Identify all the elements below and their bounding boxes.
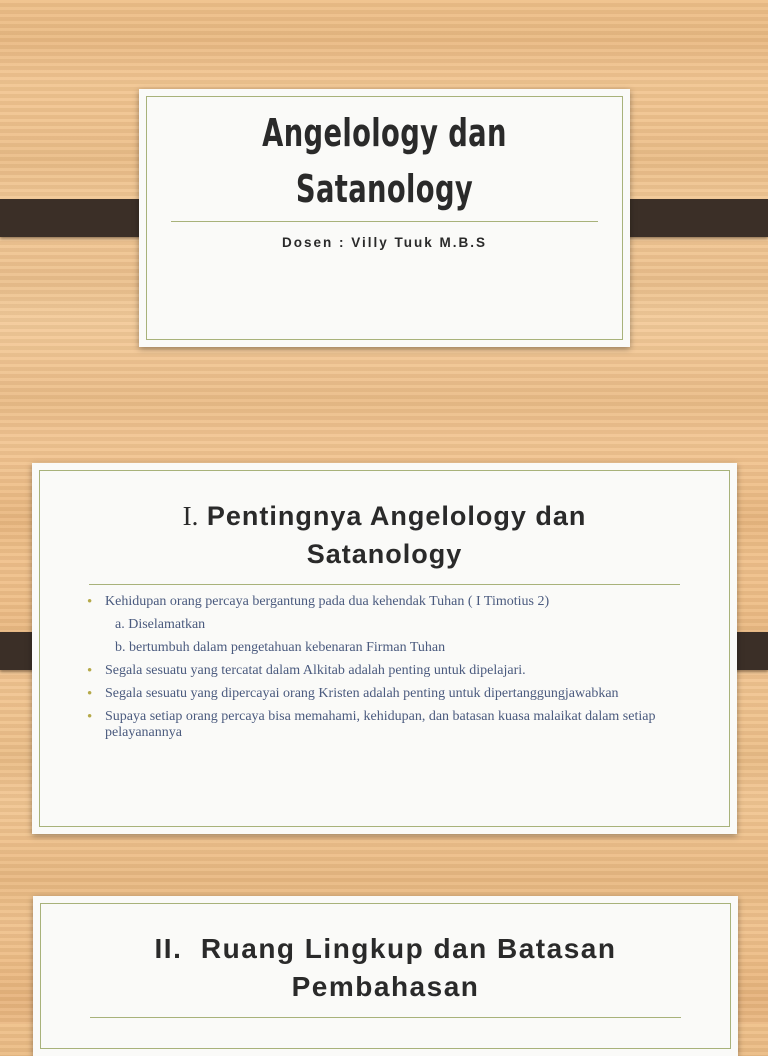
bullet-icon: •	[87, 686, 93, 702]
strap-right-1	[613, 199, 768, 237]
list-item-text: Supaya setiap orang percaya bisa memahami, kehidupan, dan batasan kuasa malaikat dalam setiap pelayanannya	[105, 709, 656, 740]
bullet-list	[87, 594, 687, 748]
list-item-text: b. bertumbuh dalam pengetahuan kebenaran Firman Tuhan	[115, 640, 446, 655]
content-slide-1[interactable]	[32, 463, 737, 834]
heading-divider	[90, 1017, 681, 1018]
list-item-sub	[87, 640, 687, 656]
content-slide-2[interactable]	[33, 896, 738, 1056]
list-item-text: Segala sesuatu yang dipercayai orang Kristen adalah penting untuk dipertanggungjawabkan	[105, 686, 619, 701]
heading-number: I.	[182, 501, 199, 531]
heading-line-1: Pentingnya Angelology dan	[206, 501, 587, 531]
bullet-icon: •	[87, 663, 93, 679]
slide-subtitle: Dosen : Villy Tuuk M.B.S	[281, 235, 488, 250]
heading-line-1: II. Ruang Lingkup dan Batasan	[154, 933, 617, 964]
slide-heading	[32, 497, 737, 573]
strap-left-1	[0, 199, 155, 237]
slide-title	[208, 105, 562, 217]
slide-heading	[33, 930, 738, 1006]
heading-line-2: Satanology	[306, 539, 463, 569]
bullet-icon: •	[87, 709, 93, 725]
list-item	[87, 709, 687, 741]
bullet-icon: •	[87, 594, 93, 610]
list-item-sub	[87, 617, 687, 633]
list-item	[87, 663, 687, 679]
title-slide[interactable]	[139, 89, 630, 347]
title-line-1: Angelology dan	[262, 111, 507, 155]
list-item-text: Segala sesuatu yang tercatat dalam Alkitab adalah penting untuk dipelajari.	[105, 663, 526, 678]
heading-line-2: Pembahasan	[291, 971, 480, 1002]
title-line-2: Satanology	[295, 167, 474, 211]
heading-divider	[89, 584, 680, 585]
list-item	[87, 594, 687, 610]
title-divider	[171, 221, 598, 222]
list-item	[87, 686, 687, 702]
list-item-text: Kehidupan orang percaya bergantung pada dua kehendak Tuhan ( I Timotius 2)	[105, 594, 550, 609]
list-item-text: a. Diselamatkan	[115, 617, 206, 632]
